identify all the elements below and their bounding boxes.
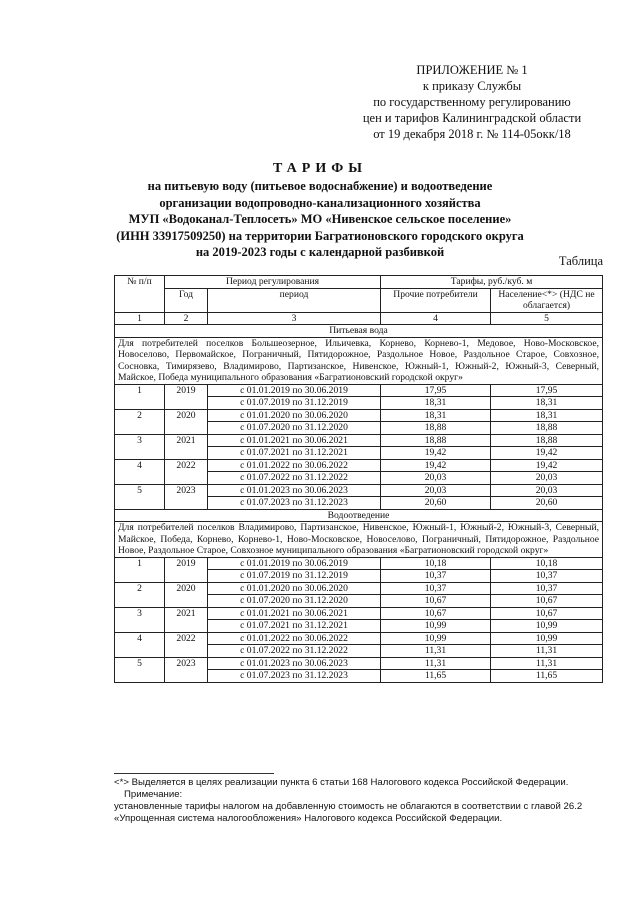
row-number: 1 <box>115 557 165 582</box>
row-period: с 01.07.2020 по 31.12.2020 <box>208 595 381 608</box>
row-period: с 01.01.2021 по 30.06.2021 <box>208 607 381 620</box>
row-tariff-population: 10,67 <box>491 595 603 608</box>
row-period: с 01.07.2019 по 31.12.2019 <box>208 570 381 583</box>
row-tariff-other: 10,67 <box>381 607 491 620</box>
row-tariff-population: 20,03 <box>491 484 603 497</box>
row-year: 2021 <box>165 607 208 632</box>
document-title <box>0 160 640 261</box>
row-tariff-population: 17,95 <box>491 384 603 397</box>
header-period: Период регулирования <box>165 276 381 289</box>
row-tariff-population: 18,88 <box>491 422 603 435</box>
index-cell: 4 <box>381 312 491 325</box>
row-period: с 01.01.2023 по 30.06.2023 <box>208 484 381 497</box>
row-tariff-population: 10,18 <box>491 557 603 570</box>
row-year: 2020 <box>165 409 208 434</box>
row-tariff-other: 10,99 <box>381 632 491 645</box>
title-line: на 2019-2023 годы с календарной разбивкой <box>195 245 445 259</box>
row-tariff-other: 11,65 <box>381 670 491 683</box>
row-year: 2023 <box>165 484 208 509</box>
row-tariff-population: 10,37 <box>491 570 603 583</box>
title-line: организации водопроводно-канализационного хозяйства <box>159 195 481 210</box>
row-period: с 01.01.2023 по 30.06.2023 <box>208 657 381 670</box>
table-row <box>115 459 603 472</box>
index-cell: 5 <box>491 312 603 325</box>
footnote-asterisk: <*> Выделяется в целях реализации пункта 6 статьи 168 Налогового кодекса Российской Федерации. <box>114 777 569 788</box>
note-label: Примечание: <box>124 789 183 800</box>
row-tariff-population: 18,31 <box>491 397 603 410</box>
row-tariff-population: 10,99 <box>491 620 603 633</box>
note-text: установленные тарифы налогом на добавленную стоимость не облагаются в соответствии с главой 26.2 «Упрощенная система налогообложения» Налогового кодекса Российской Федерации. <box>114 801 583 824</box>
row-period: с 01.01.2019 по 30.06.2019 <box>208 384 381 397</box>
row-tariff-population: 20,60 <box>491 497 603 510</box>
row-tariff-other: 10,18 <box>381 557 491 570</box>
row-period: с 01.01.2020 по 30.06.2020 <box>208 409 381 422</box>
row-period: с 01.07.2023 по 31.12.2023 <box>208 497 381 510</box>
row-period: с 01.07.2022 по 31.12.2022 <box>208 472 381 485</box>
table-row <box>115 582 603 595</box>
row-year: 2021 <box>165 434 208 459</box>
section-header-row <box>115 325 603 338</box>
appendix-line: цен и тарифов Калининградской области <box>362 111 582 125</box>
row-number: 4 <box>115 632 165 657</box>
header-year: Год <box>165 288 208 312</box>
row-tariff-other: 20,03 <box>381 472 491 485</box>
row-tariff-population: 18,31 <box>491 409 603 422</box>
title-line: на питьевую воду (питьевое водоснабжение) и водоотведение <box>147 179 493 193</box>
footnotes <box>114 773 604 825</box>
table-row <box>115 484 603 497</box>
table-row <box>115 434 603 447</box>
row-number: 3 <box>115 607 165 632</box>
row-tariff-other: 18,88 <box>381 434 491 447</box>
title-line: МУП «Водоканал-Теплосеть» МО «Нивенское сельское поселение» <box>128 212 512 226</box>
section-name: Водоотведение <box>115 509 603 522</box>
section-note-row <box>115 522 603 558</box>
row-tariff-other: 10,67 <box>381 595 491 608</box>
row-period: с 01.01.2020 по 30.06.2020 <box>208 582 381 595</box>
section-note-row <box>115 337 603 384</box>
row-tariff-other: 19,42 <box>381 459 491 472</box>
row-tariff-population: 19,42 <box>491 459 603 472</box>
row-period: с 01.01.2021 по 30.06.2021 <box>208 434 381 447</box>
row-tariff-other: 11,31 <box>381 645 491 658</box>
row-tariff-population: 11,31 <box>491 645 603 658</box>
row-number: 3 <box>115 434 165 459</box>
row-tariff-population: 11,65 <box>491 670 603 683</box>
row-tariff-other: 10,99 <box>381 620 491 633</box>
table-row <box>115 632 603 645</box>
table-label: Таблица <box>558 254 603 268</box>
row-number: 1 <box>115 384 165 409</box>
row-number: 5 <box>115 657 165 682</box>
row-tariff-population: 10,37 <box>491 582 603 595</box>
row-year: 2019 <box>165 384 208 409</box>
title-line: (ИНН 33917509250) на территории Багратионовского городского округа <box>116 228 524 243</box>
row-year: 2022 <box>165 632 208 657</box>
row-number: 2 <box>115 582 165 607</box>
table-row <box>115 384 603 397</box>
appendix-date: от 19 декабря 2018 г. № 114-05окк/18 <box>373 127 571 141</box>
row-tariff-other: 10,37 <box>381 570 491 583</box>
header-period-sub: период <box>208 288 381 312</box>
appendix-line: по государственному регулированию <box>373 95 571 109</box>
row-tariff-other: 18,31 <box>381 397 491 410</box>
row-period: с 01.07.2022 по 31.12.2022 <box>208 645 381 658</box>
row-number: 5 <box>115 484 165 509</box>
appendix-line: к приказу Службы <box>422 79 522 93</box>
index-cell: 2 <box>165 312 208 325</box>
section-note: Для потребителей поселков Владимирово, Партизанское, Нивенское, Южный-1, Южный-2, Южный-3, Северный, Майское, Победа, Корнево, Корнево-1, Ново-Московское, Новоселово, Пограничный, Пятидорожное, Раздольное Новое, Раздольное Старое, Совхозное муниципального образования «Багратионовский городской округ» <box>115 522 603 558</box>
title-word: ТАРИФЫ <box>273 161 367 176</box>
row-tariff-population: 20,03 <box>491 472 603 485</box>
row-period: с 01.07.2021 по 31.12.2021 <box>208 620 381 633</box>
section-name: Питьевая вода <box>115 325 603 338</box>
section-header-row <box>115 509 603 522</box>
tariff-table <box>114 275 603 683</box>
appendix-title: ПРИЛОЖЕНИЕ № 1 <box>416 63 528 77</box>
row-tariff-other: 19,42 <box>381 447 491 460</box>
section-note: Для потребителей поселков Большеозерное, Ильичевка, Корнево, Корнево-1, Медовое, Ново-Московское, Новоселово, Первомайское, Пограничный, Пятидорожное, Раздольное Новое, Раздольное Старое, Совхозное, Сосновка, Тимирязево, Владимирово, Партизанское, Нивенское, Южный-1, Южный-2, Южный-3, Северный, Майское, Победа муниципального образования «Багратионовский городской округ» <box>115 337 603 384</box>
row-year: 2022 <box>165 459 208 484</box>
row-tariff-other: 18,31 <box>381 409 491 422</box>
row-year: 2019 <box>165 557 208 582</box>
header-tariffs: Тарифы, руб./куб. м <box>381 276 603 289</box>
row-tariff-other: 18,88 <box>381 422 491 435</box>
table-row <box>115 557 603 570</box>
row-tariff-other: 17,95 <box>381 384 491 397</box>
row-tariff-other: 11,31 <box>381 657 491 670</box>
row-tariff-population: 10,99 <box>491 632 603 645</box>
row-year: 2020 <box>165 582 208 607</box>
table-row <box>115 409 603 422</box>
row-period: с 01.07.2023 по 31.12.2023 <box>208 670 381 683</box>
row-period: с 01.01.2022 по 30.06.2022 <box>208 459 381 472</box>
row-period: с 01.01.2019 по 30.06.2019 <box>208 557 381 570</box>
row-tariff-population: 11,31 <box>491 657 603 670</box>
row-tariff-population: 19,42 <box>491 447 603 460</box>
row-period: с 01.07.2020 по 31.12.2020 <box>208 422 381 435</box>
table-row <box>115 607 603 620</box>
header-other: Прочие потребители <box>381 288 491 312</box>
header-population: Население<*> (НДС не облагается) <box>491 288 603 312</box>
row-tariff-population: 10,67 <box>491 607 603 620</box>
row-year: 2023 <box>165 657 208 682</box>
row-period: с 01.07.2021 по 31.12.2021 <box>208 447 381 460</box>
index-cell: 3 <box>208 312 381 325</box>
footnote-divider <box>114 773 274 774</box>
header-num: № п/п <box>115 276 165 313</box>
row-tariff-population: 18,88 <box>491 434 603 447</box>
row-number: 4 <box>115 459 165 484</box>
row-period: с 01.01.2022 по 30.06.2022 <box>208 632 381 645</box>
row-tariff-other: 10,37 <box>381 582 491 595</box>
row-period: с 01.07.2019 по 31.12.2019 <box>208 397 381 410</box>
index-cell: 1 <box>115 312 165 325</box>
appendix-header <box>342 62 602 142</box>
row-number: 2 <box>115 409 165 434</box>
row-tariff-other: 20,60 <box>381 497 491 510</box>
table-row <box>115 657 603 670</box>
row-tariff-other: 20,03 <box>381 484 491 497</box>
